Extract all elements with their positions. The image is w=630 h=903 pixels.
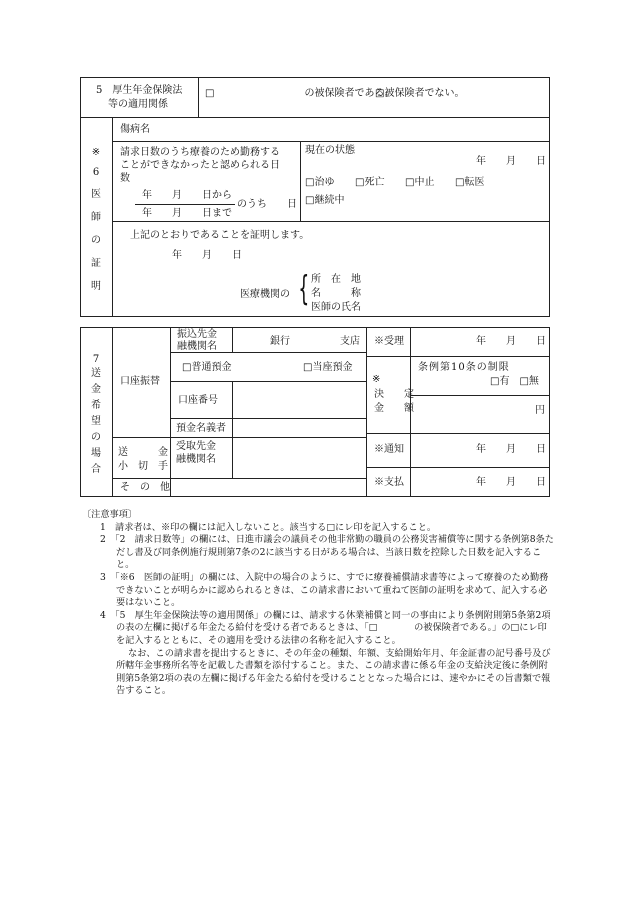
sec7-side-char-3: 希 [91, 400, 101, 411]
note-paragraph: なお、この請求書を提出するときに、その年金の種類、年額、支給開始年月、年金証書の記号番号及び所轄年金事務所名等を記載した書類を添付すること。また、この請求書に係る年金の支給決定後に条例附則第5条第2項の表の左欄に掲げる年金たる給付を受けることとなった場合には、速やかにその旨書類で報告すること。 [116, 647, 551, 697]
sec7-notice-label: ※通知 [374, 444, 404, 455]
sec5-option-not-insured[interactable]: □被保険者でない。 [375, 88, 465, 99]
sec7-yen-unit: 円 [535, 405, 545, 416]
sec6-institution-address: 所 在 地 [311, 274, 361, 285]
sec7-account-holder-label: 預金名義者 [176, 423, 226, 434]
sec7-limit-label: 条例第10条の制限 [418, 362, 510, 373]
sec6-side-char-1: 6 [92, 167, 100, 178]
sec6-status-label: 現在の状態 [305, 145, 355, 156]
sec5-option-insured[interactable]: □ の被保険者である。 [205, 88, 395, 99]
sec7-row3-line [170, 418, 366, 419]
sec6-status-died[interactable]: □死亡 [355, 177, 385, 188]
sec6-side-char-3: 師 [91, 212, 101, 223]
sec7-side-divider [112, 327, 113, 497]
sec7-payment-label: ※支払 [374, 477, 404, 488]
sec7-side-char-2: 金 [91, 384, 101, 395]
sec6-to-date[interactable]: 年 月 日まで [142, 208, 232, 219]
sec6-brace-icon: { [298, 269, 310, 309]
sec7-bank-label-line2: 融機関名 [177, 341, 217, 352]
sec6-cert-text: 上記のとおりであることを証明します。 [130, 230, 310, 241]
sec7-col3-divider [232, 327, 233, 352]
sec7-check-line2: 小 切 手 [118, 461, 168, 472]
sec7-bank-label-line1: 振込先金 [177, 329, 217, 340]
sec7-limit-options[interactable]: □有 □無 [490, 376, 539, 387]
sec7-decided-line1: 決 定 [374, 389, 414, 400]
sec6-side-char-4: の [91, 235, 101, 246]
sec6-status-date[interactable]: 年 月 日 [476, 156, 546, 167]
sec7-r2-line [410, 395, 550, 396]
sec6-status-transfer[interactable]: □転医 [455, 177, 485, 188]
sec6-from-date[interactable]: 年 月 日から [142, 190, 232, 201]
sec7-row2-line [170, 381, 366, 382]
sec7-r3-line [366, 433, 550, 434]
sec6-status-cured[interactable]: □治ゆ [305, 177, 335, 188]
sec7-row5-line [112, 478, 366, 479]
sec5-label-divider [198, 77, 199, 117]
sec7-account-number-label: 口座番号 [178, 395, 218, 406]
sec7-row4-line [112, 437, 366, 438]
sec7-side-char-0: 7 [92, 354, 100, 365]
sec5-label-line2: 等の適用関係 [108, 99, 168, 110]
sec7-ordinary-deposit[interactable]: □普通預金 [182, 362, 232, 373]
sec7-receipt-label: ※受理 [374, 336, 404, 347]
sec6-side-char-5: 証 [91, 258, 101, 269]
top-table-divider-5 [80, 117, 550, 118]
notes-header: 〔注意事項〕 [82, 509, 138, 520]
sec6-days-line3: 数 [120, 173, 130, 184]
sec7-side-char-7: 合 [91, 464, 101, 475]
sec6-within-days[interactable]: のうち 日 [237, 199, 297, 210]
sec7-recv-label-line1: 受取先金 [176, 441, 216, 452]
sec6-days-line1: 請求日数のうち療養のため勤務する [120, 147, 280, 158]
sec7-notice-date[interactable]: 年 月 日 [476, 444, 546, 455]
sec7-right-divider [366, 327, 367, 497]
sec5-label-line1: 5 厚生年金保険法 [96, 85, 183, 96]
sec6-days-status-divider [300, 141, 301, 221]
sec6-institution-name: 名 称 [311, 288, 361, 299]
sec6-status-stopped[interactable]: □中止 [405, 177, 435, 188]
sec6-disease-label: 傷病名 [120, 124, 150, 135]
sec7-account-transfer: 口座振替 [120, 376, 160, 387]
sec7-bank-value[interactable]: 銀行 支店 [270, 336, 360, 347]
sec6-institution-label: 医療機関の [240, 289, 290, 300]
sec6-days-line2: ことができなかったと認められる日 [120, 160, 280, 171]
sec7-decided-line2: 金 額 [374, 403, 414, 414]
sec6-side-divider [112, 117, 113, 317]
sec7-other-label: そ の 他 [120, 482, 170, 493]
sec6-side-char-6: 明 [91, 281, 101, 292]
sec6-doctor-name: 医師の氏名 [311, 302, 361, 313]
sec7-payment-date[interactable]: 年 月 日 [476, 477, 546, 488]
sec6-cert-date[interactable]: 年 月 日 [172, 250, 242, 261]
note-item-2: 2 「2 請求日数等」の欄には、日進市議会の議員その他非常勤の職員の公務災害補償等に関する条例第8条ただし書及び同条例施行規則第7条の2に該当する日がある場合は、当該日数を控除した日数を記入すること。 [100, 534, 554, 571]
note-item-4: 4 「5 厚生年金保険法等の適用関係」の欄には、請求する休業補償と同一の事由により条例附則第5条第2項の表の左欄に掲げる年金たる給付を受ける者であるときは、「□ の被保険者である。」の□にレ印を記入するとともに、その適用を受ける法律の名称を記入すること。 [100, 609, 551, 646]
sec7-col3b-divider [232, 381, 233, 478]
notes-block [80, 509, 554, 698]
sec7-recv-label-line2: 融機関名 [176, 454, 216, 465]
sec6-side-char-2: 医 [91, 189, 101, 200]
note-item-3: 3 「※6 医師の証明」の欄には、入院中の場合のように、すでに療養補償請求書等によって療養のため勤務できないことが明らかに認められるときは、この請求書において重ねて医師の証明を求めて、記入する必要はないこと。 [100, 571, 549, 609]
sec6-status-continuing[interactable]: □継続中 [305, 195, 345, 206]
sec7-check-line1: 送 金 [118, 447, 168, 458]
sec6-cert-divider [112, 221, 550, 222]
sec7-side-char-1: 送 [91, 368, 101, 379]
sec7-side-char-6: 場 [91, 448, 101, 459]
sec7-receipt-date[interactable]: 年 月 日 [476, 336, 546, 347]
sec6-disease-divider [112, 141, 550, 142]
sec7-side-char-4: 望 [91, 416, 101, 427]
sec7-decided-mark: ※ [372, 374, 381, 385]
sec7-r1-line [366, 356, 550, 357]
note-item-1: 1 請求者は、※印の欄には記入しないこと。該当する□にレ印を記入すること。 [100, 521, 437, 533]
sec6-side-char-0: ※ [91, 147, 101, 158]
sec6-from-underline [135, 204, 235, 205]
sec7-r4-line [366, 467, 550, 468]
sec7-current-deposit[interactable]: □当座預金 [303, 362, 353, 373]
sec7-side-char-5: の [91, 432, 101, 443]
